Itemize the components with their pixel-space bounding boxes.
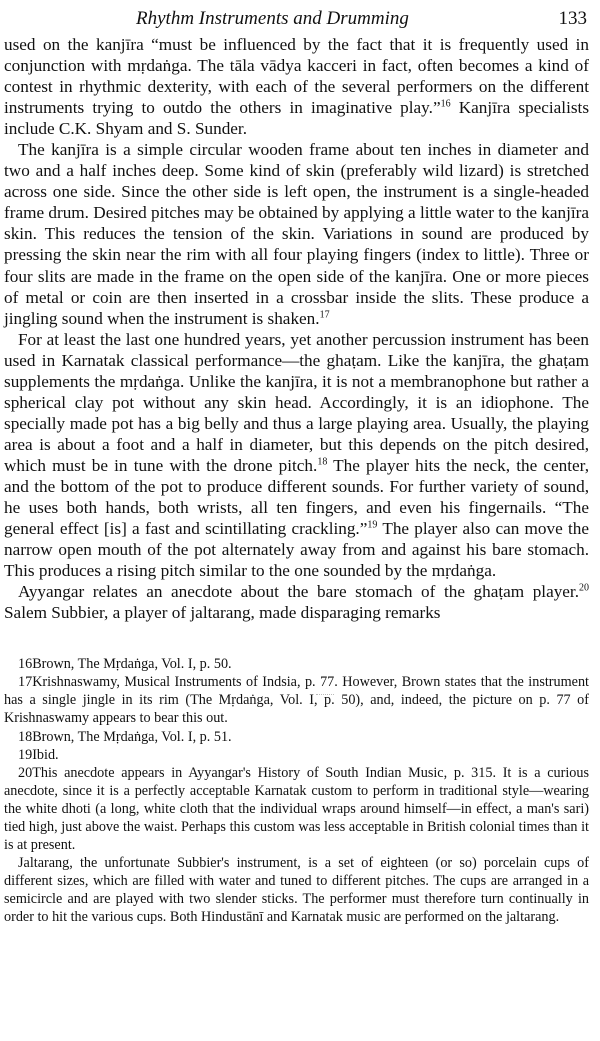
running-head (4, 0, 589, 34)
kanjira-specialists-text: Kanjīra specialists include C.K. Shyam and S. Sunder. (4, 98, 590, 139)
paragraph-2 (4, 139, 589, 328)
footnote-17: 17Krishnaswamy, Musical Instruments of Indsia, p. 77. However, Brown states that the instrument has a single jingle in its rim (The Mṛdaṅga, Vol. I, p. 50), and, indeed, the picture on p. 77 of Krishnaswamy appears to bear this out. (4, 674, 589, 727)
paragraph-3 (4, 329, 589, 582)
footnote-ref-18: 18 (317, 456, 328, 468)
paragraph-3b-text: The player hits the neck, the center, and the bottom of the pot to produce different sounds. For further variety of sound, he uses both hands, both wrists, all ten fingers, and even his fingernails. “The general effect [is] a fast and scintillating crackling.” (4, 455, 589, 539)
footnote-ref-19: 19 (367, 519, 378, 531)
running-head-title: Rhythm Instruments and Drumming (136, 8, 409, 29)
paragraph-1 (4, 34, 589, 139)
scan-smudge (316, 690, 334, 695)
paragraph-4b-text: Salem Subbier, a player of jaltarang, made disparaging remarks (4, 603, 441, 623)
footnote-ref-17: 17 (319, 308, 330, 320)
footnote-16: 16Brown, The Mṛdaṅga, Vol. I, p. 50. (18, 656, 232, 673)
paragraph-4-text: Ayyangar relates an anecdote about the bare stomach of the ghaṭam player. (18, 582, 579, 602)
paragraph-3c-text: The player also can move the narrow open mouth of the pot alternately away from and against his bare stomach. This produces a rising pitch similar to the one sounded by the mṛdaṅga. (4, 519, 589, 581)
paragraph-4 (4, 581, 589, 623)
footnote-18: 18Brown, The Mṛdaṅga, Vol. I, p. 51. (18, 728, 232, 745)
footnote-19: 19Ibid. (18, 746, 59, 763)
footnote-ref-16: 16 (440, 98, 451, 110)
paragraph-2-text: The kanjīra is a simple circular wooden frame about ten inches in diameter and two and a half inches deep. Some kind of skin (preferably wild lizard) is stretched across one side. Since the other side is left open, the instrument is a single-headed frame drum. Desired pitches may be obtained by applying a little water to the kanjīra skin. This reduces the tension of the skin. Variations in sound are produced by pressing the skin near the rim with all four playing fingers (index to little). Three or four slits are made in the frame on the open side of the kanjīra. One or more pieces of metal or coin are then inserted in a crossbar inside the slits. These produce a jingling sound when the instrument is shaken. (4, 140, 589, 328)
paragraph-1-text: used on the kanjīra “must be influenced by the fact that it is frequently used in conjunction with mṛdaṅga. The tāla vādya kacceri in fact, often becomes a kind of contest in rhythmic dexterity, with each of the several performers on the different instruments trying to outdo the others in imaginative play.” (4, 35, 589, 118)
footnote-ref-20: 20 (579, 582, 589, 594)
page-number: 133 (558, 8, 587, 29)
paragraph-3-text: For at least the last one hundred years, yet another percussion instrument has been used in Karnatak classical performance—the ghaṭam. Like the kanjīra, the ghaṭam supplements the mṛdaṅga. Unlike the kanjīra, it is not a membranophone but rather a spherical clay pot without any skin head. Accordingly, it is an idiophone. The specially made pot has a big belly and thus a large playing area. Usually, the playing area is about a foot and a half in diameter, but this depends on the pitch desired, which must be in tune with the drone pitch. (4, 329, 589, 475)
footnote-20: 20This anecdote appears in Ayyangar's History of South Indian Music, p. 315. It is a curious anecdote, since it is a perfectly acceptable Karnatak custom to perform in traditional style—wearing the white dhoti (a long, white cloth that the individual wraps around himself—in effect, a man's sari) tied high, just above the waist. Perhaps this custom was less acceptable in British colonial times than it is at present. (4, 764, 589, 853)
body-text (4, 34, 589, 623)
footnote-jaltarang: Jaltarang, the unfortunate Subbier's instrument, is a set of eighteen (or so) porcelain cups of different sizes, which are filled with water and tuned to different pitches. The cups are arranged in a semicircle and are played with two slender sticks. The performer must therefore turn continually in order to hit the various cups. Both Hindustānī and Karnatak music are performed on the jaltarang. (4, 854, 589, 925)
footnotes (4, 655, 589, 926)
